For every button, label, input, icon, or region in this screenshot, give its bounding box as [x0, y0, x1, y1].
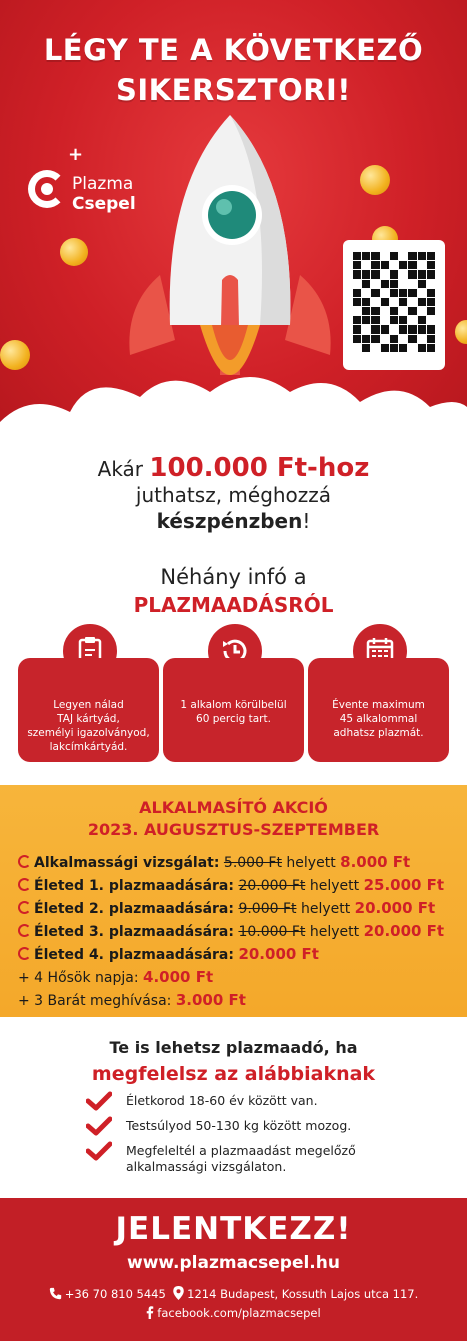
- address: 1214 Budapest, Kossuth Lajos utca 117.: [187, 1287, 419, 1301]
- promo-connector: helyett: [281, 855, 341, 871]
- coin-icon: [455, 320, 467, 344]
- requirements-list: [86, 1093, 426, 1184]
- requirement-text: Életkorod 18-60 év között van.: [126, 1093, 318, 1108]
- promo-row: [18, 943, 458, 966]
- promo-label: Alkalmassági vizsgálat:: [34, 855, 220, 871]
- requirements-title-line1: Te is lehetsz plazmaadó, ha: [109, 1038, 358, 1057]
- requirement-text: Testsúlyod 50-130 kg között mozog.: [126, 1118, 352, 1133]
- promo-connector: helyett: [305, 924, 364, 940]
- contact-line: [0, 1286, 467, 1302]
- promo-old-price: 10.000 Ft: [238, 924, 306, 940]
- check-icon: [86, 1091, 112, 1111]
- promo-row: [18, 851, 458, 874]
- qr-pattern: [353, 252, 435, 352]
- promo-list: [18, 851, 458, 1012]
- bullet-icon: [18, 878, 31, 891]
- promo-row: [18, 874, 458, 897]
- promo-new-price: 20.000 Ft: [363, 922, 445, 940]
- promo-title-line2: 2023. AUGUSZTUS-SZEPTEMBER: [87, 820, 380, 839]
- website-link[interactable]: www.plazmacsepel.hu: [127, 1253, 340, 1273]
- info-title-line1: Néhány infó a: [160, 565, 307, 589]
- promo-extra-row: [18, 989, 458, 1012]
- promo-label: Életed 2. plazmaadására:: [34, 901, 234, 917]
- promo-old-price: 20.000 Ft: [238, 878, 306, 894]
- hero-title-line2: SIKERSZTORI!: [116, 73, 351, 107]
- requirement-item: [86, 1143, 426, 1175]
- facebook-link[interactable]: facebook.com/plazmacsepel: [157, 1306, 321, 1320]
- requirements-title-line2: megfelelsz az alábbiaknak: [91, 1063, 376, 1085]
- promo-connector: helyett: [305, 878, 364, 894]
- bullet-icon: [18, 901, 31, 914]
- amount-headline: [0, 455, 467, 534]
- requirements-title: [0, 1035, 467, 1087]
- amount-bold: készpénzben: [156, 509, 303, 533]
- promo-old-price: 5.000 Ft: [223, 855, 282, 871]
- check-icon: [86, 1141, 112, 1161]
- promo-row: [18, 920, 458, 943]
- qr-code[interactable]: [343, 240, 445, 370]
- location-pin-icon: [173, 1286, 184, 1300]
- amount-prefix: Akár: [97, 457, 144, 481]
- promo-extra-value: 3.000 Ft: [175, 991, 246, 1009]
- promo-extra-value: 4.000 Ft: [143, 968, 214, 986]
- hero-banner: [0, 0, 467, 450]
- logo-text-plazma: Plazma: [72, 174, 134, 194]
- phone-number[interactable]: +36 70 810 5445: [64, 1287, 166, 1301]
- promo-new-price: 8.000 Ft: [340, 853, 411, 871]
- requirement-item: [86, 1093, 426, 1109]
- promo-extra-prefix: + 3: [18, 993, 48, 1009]
- promo-extra-row: [18, 966, 458, 989]
- coin-icon: [360, 165, 390, 195]
- promo-label: Életed 1. plazmaadására:: [34, 878, 234, 894]
- phone-icon: [49, 1287, 62, 1300]
- footer: [0, 1198, 467, 1341]
- coin-icon: [60, 238, 88, 266]
- amount-suffix: !: [302, 509, 311, 533]
- promo-row: [18, 897, 458, 920]
- check-icon: [86, 1116, 112, 1136]
- promo-extra-label: Barát meghívása:: [47, 993, 172, 1009]
- bullet-icon: [18, 855, 31, 868]
- amount-value: 100.000 Ft-hoz: [149, 453, 370, 483]
- facebook-line: [0, 1305, 467, 1321]
- info-title: [0, 563, 467, 619]
- promo-old-price: 9.000 Ft: [238, 901, 297, 917]
- hero-title-line1: LÉGY TE A KÖVETKEZŐ: [43, 33, 424, 67]
- promo-connector: helyett: [296, 901, 355, 917]
- facebook-icon: [146, 1306, 154, 1319]
- logo-mark-icon: [28, 170, 66, 208]
- promo-title: [0, 797, 467, 841]
- cta-title: JELENTKEZZ!: [115, 1211, 352, 1247]
- bullet-icon: [18, 947, 31, 960]
- promo-new-price: 20.000 Ft: [238, 945, 319, 963]
- promo-new-price: 20.000 Ft: [354, 899, 436, 917]
- promo-label: Életed 3. plazmaadására:: [34, 924, 234, 940]
- requirement-item: [86, 1118, 426, 1134]
- info-card-frequency: [308, 658, 449, 762]
- info-card-text: 1 alkalom körülbelül 60 percig tart.: [180, 699, 287, 725]
- info-card-duration: [163, 658, 304, 762]
- promo-section: [0, 785, 467, 1017]
- cloud-shape: [0, 362, 467, 450]
- info-card-text: Évente maximum 45 alkalommal adhatsz plazmát.: [332, 699, 425, 739]
- promo-extra-prefix: + 4: [18, 970, 48, 986]
- requirement-text: Megfeleltél a plazmaadást megelőző alkalmassági vizsgálaton.: [126, 1143, 356, 1174]
- info-cards: [18, 620, 450, 765]
- logo-plus-icon: +: [68, 144, 84, 165]
- info-card-text: Legyen nálad TAJ kártyád, személyi igazolványod, lakcímkártyád.: [27, 699, 150, 753]
- bullet-icon: [18, 924, 31, 937]
- info-card-documents: [18, 658, 159, 762]
- promo-new-price: 25.000 Ft: [363, 876, 445, 894]
- amount-line2: juthatsz, méghozzá: [135, 483, 332, 507]
- logo-text-csepel: Csepel: [72, 194, 136, 214]
- promo-title-line1: ALKALMASÍTÓ AKCIÓ: [139, 798, 328, 817]
- info-title-line2: PLAZMAADÁSRÓL: [133, 593, 334, 617]
- promo-label: Életed 4. plazmaadására:: [34, 947, 234, 963]
- promo-extra-label: Hősök napja:: [47, 970, 139, 986]
